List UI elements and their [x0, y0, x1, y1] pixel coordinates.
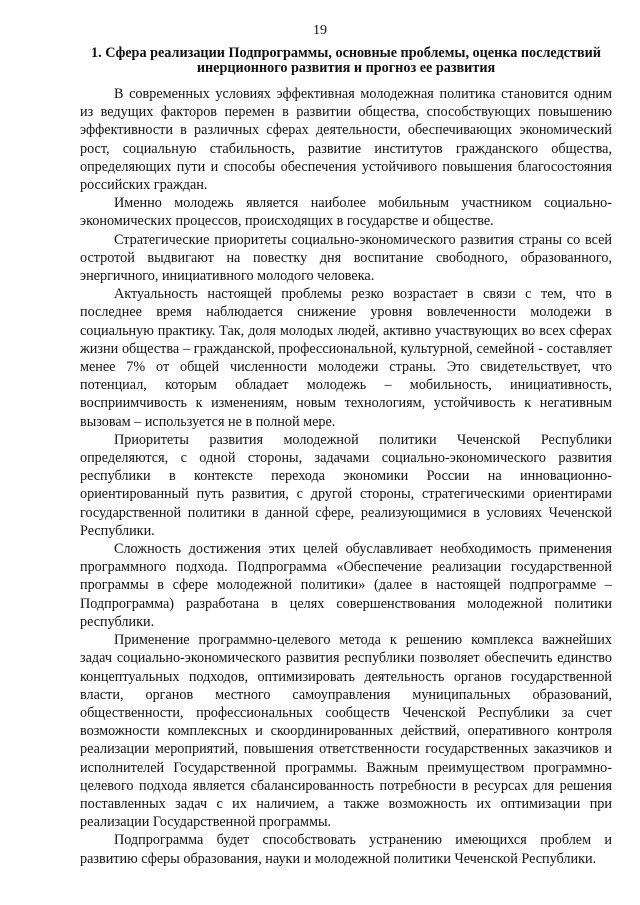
paragraph: Приоритеты развития молодежной политики Чеченской Республики определяются, с одной стороны, задачами социально-экономического развития республики в контексте перехода экономики России на инновационно-ориентированный путь развития, с другой стороны, стратегическими ориентирами государственной политики в данной сфере, реализующимися в условиях Чеченской Республики.: [80, 431, 612, 539]
paragraph: Стратегические приоритеты социально-экономического развития страны со всей остротой выдвигают на повестку дня воспитание свободного, образованного, энергичного, инициативного молодого человека.: [80, 231, 612, 285]
paragraph: В современных условиях эффективная молодежная политика становится одним из ведущих факторов перемен в развитии общества, способствующих повышению эффективности в различных сферах деятельности, обеспечивающих экономический рост, социальную стабильность, развитие институтов гражданского общества, определяющих пути и способы обеспечения устойчивого повышения благосостояния российских граждан.: [80, 86, 612, 194]
section-heading: 1. Сфера реализации Подпрограммы, основные проблемы, оценка последствий инерционного развития и прогноз ее развития: [91, 45, 601, 76]
page-number: 19: [313, 23, 327, 38]
paragraph: Применение программно-целевого метода к решению комплекса важнейших задач социально-экономического развития республики позволяет обеспечить единство концептуальных подходов, оптимизировать деятельность органов государственной власти, органов местного самоуправления муниципальных образований, общественности, профессиональных сообществ Чеченской Республики за счет возможности комплексных и скоординированных действий, оперативного контроля реализации мероприятий, повышения ответственности государственных заказчиков и исполнителей Государственной программы. Важным преимуществом программно-целевого подхода является сбалансированность потребности в ресурсах для решения поставленных задач с их наличием, а также возможность их оптимизации при реализации Государственной программы.: [80, 632, 612, 831]
paragraph: Именно молодежь является наиболее мобильным участником социально-экономических процессов, происходящих в государстве и обществе.: [80, 195, 612, 230]
document-body: [80, 85, 612, 868]
paragraph: Подпрограмма будет способствовать устранению имеющихся проблем и развитию сферы образования, науки и молодежной политики Чеченской Республики.: [80, 832, 612, 867]
paragraph: Актуальность настоящей проблемы резко возрастает в связи с тем, что в последнее время наблюдается снижение уровня вовлеченности молодежи в социальную практику. Так, доля молодых людей, активно участвующих во всех сферах жизни общества – гражданской, профессиональной, культурной, семейной - составляет менее 7% от общей численности молодежи страны. Это свидетельствует, что потенциал, которым обладает молодежь – мобильность, инициативность, восприимчивость к изменениям, новым технологиям, устойчивость к негативным вызовам – используется не в полной мере.: [80, 286, 612, 430]
paragraph: Сложность достижения этих целей обуславливает необходимость применения программного подхода. Подпрограмма «Обеспечение реализации государственной программы в сфере молодежной политики» (далее в настоящей подпрограмме – Подпрограмма) разработана в целях совершенствования молодежной политики республики.: [80, 541, 612, 630]
